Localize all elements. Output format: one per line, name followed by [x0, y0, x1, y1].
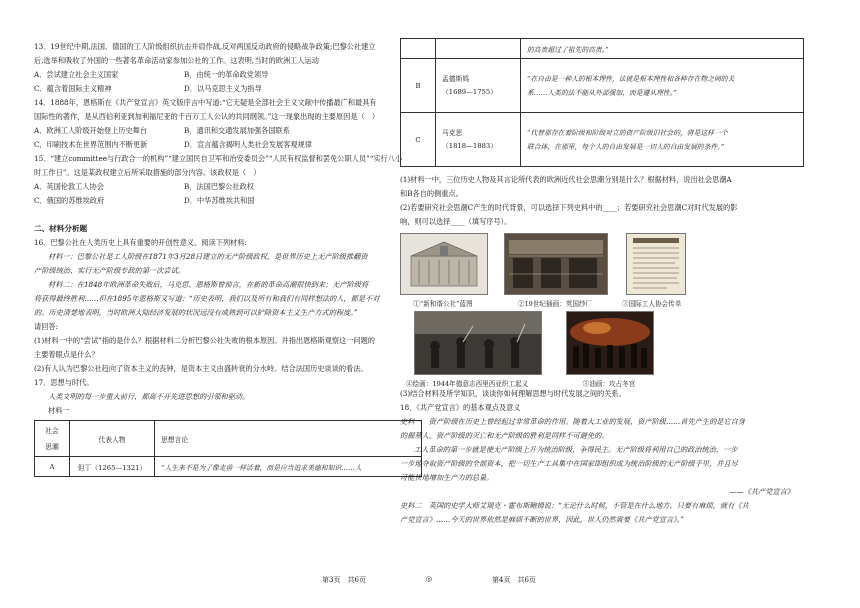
table-header-cell: 社会 思潮: [35, 421, 70, 457]
table-row: [401, 59, 804, 113]
q14-option-a[interactable]: A．欧洲工人阶级开始登上历史舞台: [34, 126, 148, 135]
q17-line: 人类文明的每一步重大前行，都离不开先进思想的引领和驱动。: [48, 392, 250, 401]
source-images: [400, 229, 804, 389]
image-4: [406, 311, 540, 390]
source-1: 一步地夺取资产阶级的全部资本，把一切生产工具集中在国家即组织成为统治阶级的无产阶级手里，并且尽: [400, 459, 738, 468]
source-1: 可能快地增加生产力的总量。: [400, 473, 494, 482]
leaflet-image: [626, 233, 686, 295]
q15-stem: 15．“建立committee与行政合一的机构”“建立国民自卫军和治安委员会”“人民有权监督和罢免公职人员”“实行八小: [34, 154, 403, 163]
right-column: [400, 38, 804, 527]
table-cell: 孟德斯鸠 （1689—1755）: [436, 59, 521, 113]
q15-option-c[interactable]: C．俄国的苏维埃政府: [34, 196, 105, 205]
table-cell: 马克思 （1818—1883）: [436, 113, 521, 167]
q16-ask: 请回答:: [34, 322, 58, 331]
thought-table: [34, 420, 422, 477]
image-caption: ⑤油画：攻占冬宫: [582, 380, 636, 388]
q17-question-2: 响，则可以选择____（填写序号）。: [400, 217, 512, 226]
image-caption: ①“新和谐公社”蓝图: [413, 300, 473, 308]
table-row: [401, 39, 804, 59]
q15-option-d[interactable]: D．中华苏维埃共和国: [184, 196, 255, 205]
q17-material-label: 材料一: [48, 406, 70, 415]
q13-options-row: [34, 68, 422, 82]
table-header-cell: 思想言论: [155, 421, 422, 457]
q16-material-1: 材料一：巴黎公社是工人阶级在1871年3月28日建立的无产阶级政权，是世界历史上无产阶级推翻资: [48, 252, 368, 261]
image-5: [566, 311, 652, 390]
image-3: [622, 233, 684, 310]
q13-stem: 13．19世纪中期,法国、德国的工人阶级组织抗击并肩作战,反对两国反动政府的侵略战争政策;巴黎公社建立: [34, 42, 376, 51]
table-cell: “人生来不是为了像走兽一样活着，而是应当追求美德和知识……人: [155, 457, 422, 477]
page-number-right: 第4页 共6页: [492, 576, 536, 584]
table-header-cell: 代表人物: [70, 421, 155, 457]
q18-title: 18．《共产党宣言》的基本观点及意义: [400, 403, 521, 412]
q14-options-row: [34, 124, 422, 138]
table-row: [401, 113, 804, 167]
q13-option-a[interactable]: A．尝试建立社会主义国家: [34, 70, 119, 79]
q16-material-2: 材料二：在1848年欧洲革命失败后，马克思、恩格斯曾预言，在新的革命高潮很快到来；无产阶级将: [48, 280, 369, 289]
image-1: [400, 233, 486, 310]
q13-options-row: [34, 82, 422, 96]
q17-question-1: (1)材料一中，三位历史人物及其言论所代表的欧洲近代社会思潮分别是什么？根据材料，说出社会思潮A: [400, 175, 732, 184]
table-cell: “代替那存在着阶级和阶级对立的资产阶级旧社会的，将是这样一个 联合体，在那里，每个人的自由发展是一切人的自由发展的条件。”: [521, 113, 804, 167]
q15-options-row: [34, 194, 422, 208]
section-heading: 二、材料分析题: [34, 224, 88, 233]
image-caption: ②19世纪插画：英国纱厂: [517, 300, 593, 308]
q16-material-2: 将获得最终胜利……但在1895年恩格斯又写道：“历史表明，我们以及所有和我们有同样想法的人，都是不对: [34, 294, 380, 303]
q14-option-c[interactable]: C．印刷技术在世界范围内不断更新: [34, 140, 148, 149]
q17-question-1: 和B各自的侧重点。: [400, 189, 463, 198]
q16-material-2: 的。历史清楚地表明，当时欧洲大陆经济发展的状况远没有成熟到可以铲除资本主义生产方式的程度。”: [34, 308, 358, 317]
q14-stem: 14．1888年，恩格斯在《共产党宣言》英文版序言中写道:“它无疑是全部社会主义文献中传播最广和最具有: [34, 98, 377, 107]
table-row: [35, 457, 422, 477]
image-caption: ④绘画：1944年德意志西里西亚织工起义: [406, 380, 529, 388]
q16-question-2: (2)有人认为巴黎公社趋向了资本主义的丧钟，是资本主义由盛转衰的分水岭。结合法国历史谈谈的看法。: [34, 364, 368, 373]
q14-option-d[interactable]: D．宣言蕴含揭明人类社会发展客观规律: [184, 140, 312, 149]
q14-stem: 国际性的著作，是从西伯利亚到加利福尼亚的千百万工人公认的共同纲领。”这一现象出现的主要原因是（ ）: [34, 112, 380, 121]
q15-options-row: [34, 180, 422, 194]
table-cell: C: [401, 113, 436, 167]
q13-option-b[interactable]: B．由统一的革命政党领导: [184, 70, 269, 79]
storming-winter-palace-image: [566, 311, 654, 375]
thought-table-continued: [400, 38, 804, 167]
weavers-uprising-image: [414, 311, 542, 375]
source-2: 史料二 英国的史学大师艾瑞克・霍布斯鲍姆说：“无论什么时候，不管是在什么地方，只要有麻烦，就有《共: [400, 501, 749, 510]
q14-options-row: [34, 138, 422, 152]
table-cell: 但丁（1265—1321）: [70, 457, 155, 477]
q16-question-1: (1)材料一中的“尝试”指的是什么？根据材料二分析巴黎公社失败的根本原因。并指出恩格斯观察这一问题的: [34, 336, 375, 345]
source-1: 的掘墓人。资产阶级的灭亡和无产阶级的胜利是同样不可避免的。: [400, 431, 609, 440]
textile-mill-image: [504, 233, 608, 295]
source-1: 史料一 资产阶级在历史上曾经起过非常革命的作用。随着大工业的发展，资产阶级……首先产生的是它自身: [400, 417, 746, 426]
q16-question-1: 主要着眼点是什么？: [34, 350, 99, 359]
table-cell: B: [401, 59, 436, 113]
q16-intro: 16．巴黎公社在人类历史上具有重要的开创性意义。阅读下列材料:: [34, 238, 247, 247]
q17-intro: 17．思想与时代。: [34, 378, 94, 387]
q16-material-1: 产阶级统治、实行无产阶级专政的第一次尝试。: [34, 266, 185, 275]
table-header-row: [35, 421, 422, 457]
table-cell: A: [35, 457, 70, 477]
q14-option-b[interactable]: B．通讯和交通发展加强各国联系: [184, 126, 290, 135]
left-column: [34, 40, 422, 477]
q15-option-b[interactable]: B．法国巴黎公社政权: [184, 182, 254, 191]
q15-option-a[interactable]: A．英国伦敦工人协会: [34, 182, 104, 191]
page-divider-icon: ◎: [426, 575, 433, 583]
table-cell: 的高贵超过了祖先的高贵。”: [521, 39, 804, 59]
q13-stem: 后,选举和吸收了外国的一些著名革命活动家参加公社的工作。这表明,当时的欧洲工人运动: [34, 56, 319, 65]
image-2: [504, 233, 606, 310]
image-caption: ③国际工人协会传单: [622, 300, 682, 308]
utopia-blueprint-image: [400, 233, 488, 295]
q13-option-c[interactable]: C．蕴含着国际主义精神: [34, 84, 112, 93]
source-2: 产党宣言》……今天的世界依然是麻烦不断的世界，因此，世人仍然需要《共产党宣言》。”: [400, 515, 684, 524]
q17-question-2: (2)若要研究社会思潮C产生的时代背景，可以选择下列史料中的____；若要研究社会思潮C对时代发展的影: [400, 203, 738, 212]
source-1-citation: ——《共产党宣言》: [729, 487, 794, 496]
table-cell: “在自由是一种人的根本理性，法就是根本理性和各种存在物之间的关 系……人类的法不能从外部强加，而是遵从理性。”: [521, 59, 804, 113]
page-number-left: 第3页 共6页: [322, 576, 366, 584]
q13-option-d[interactable]: D．以马克思主义为指导: [184, 84, 262, 93]
q15-stem: 时工作日”。这是某政权建立后所采取措施的部分内容。该政权是（ ）: [34, 168, 261, 177]
q17-question-3: (3)结合材料及所学知识，谈谈你如何理解思想与时代发展之间的关系。: [400, 389, 626, 398]
source-1: 工人革命的第一步就是使无产阶级上升为统治阶级，争得民主。无产阶级将利用自己的政治统治，一步: [414, 445, 738, 454]
